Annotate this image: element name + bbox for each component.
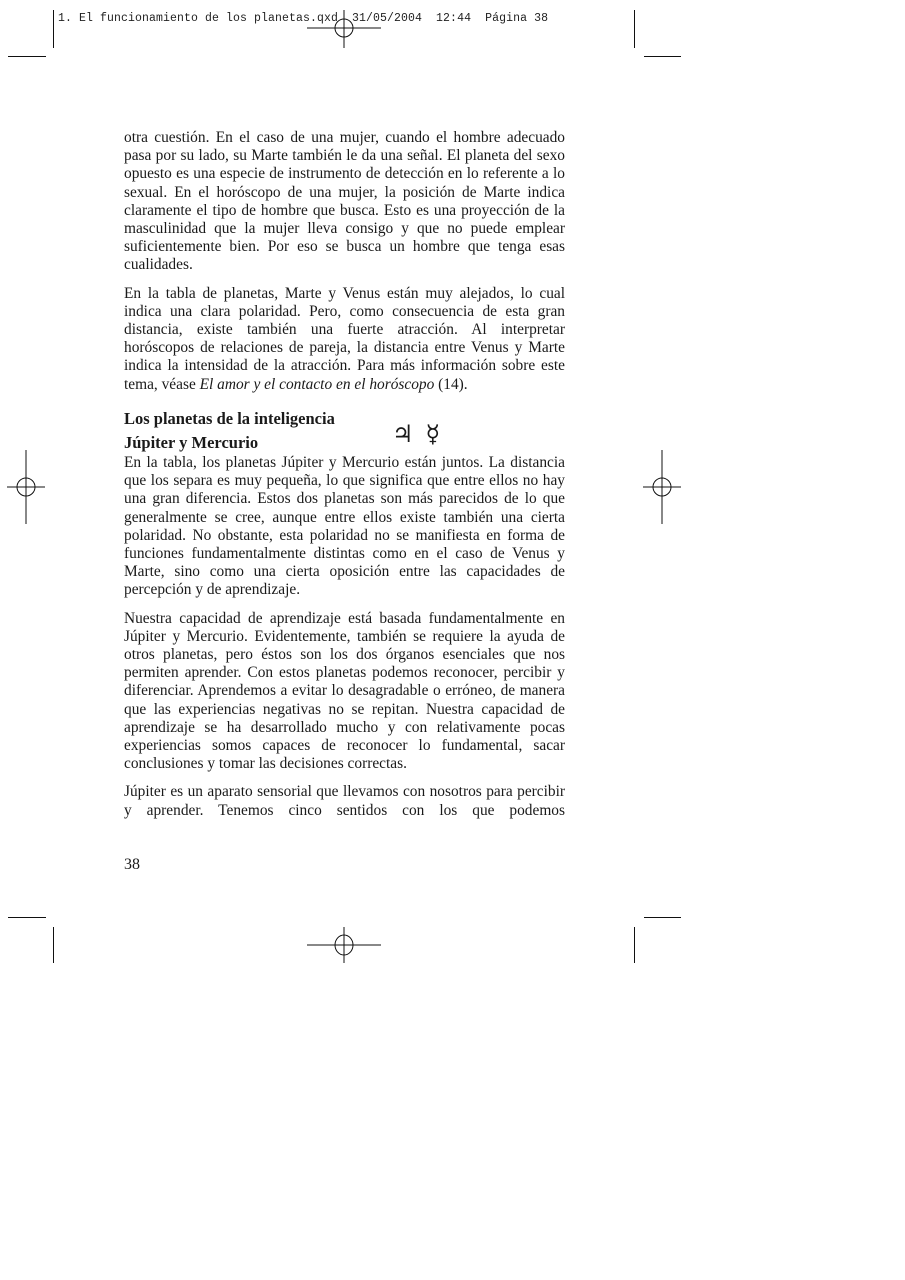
crop-mark (634, 927, 635, 963)
paragraph-1: otra cuestión. En el caso de una mujer, cuando el hombre adecuado pasa por su lado, su Marte también le da una señal. El planeta del sexo opuesto es una especie de instrumento de detección en lo referente a lo sexual. En el horóscopo de una mujer, la posición de Marte indica claramente el tipo de hombre que busca. Esto es una proyección de la masculinidad que la mujer lleva consigo y que no puede emplear suficientemente bien. Por eso se busca un hombre que tenga esas cualidades. (124, 129, 565, 274)
planet-symbols (392, 422, 452, 446)
crop-mark (53, 10, 54, 48)
paragraph-2: En la tabla de planetas, Marte y Venus están muy alejados, lo cual indica una clara polaridad. Pero, como consecuencia de esta gran distancia, existe también una fuerte atracción. Al interpretar horóscopos de relaciones de pareja, la distancia entre Venus y Marte indica la intensidad de la atracción. Para más información sobre este tema, véase El amor y el contacto en el horóscopo (14). (124, 284, 565, 393)
mercury-symbol-icon: ☿ (425, 420, 441, 448)
registration-mark-bottom-icon (305, 927, 383, 965)
subsection-heading: Júpiter y Mercurio (124, 433, 259, 452)
page-number: 38 (124, 856, 140, 873)
paragraph-4: Nuestra capacidad de aprendizaje está basada fundamentalmente en Júpiter y Mercurio. Evidentemente, también se requiere la ayuda de otros planetas, pero éstos son los dos órganos esenciales que nos permiten aprender. Con estos planetas podemos reconocer, percibir y diferenciar. Aprendemos a evitar lo desagradable o erróneo, de manera que las experiencias negativas no se repitan. Nuestra capacidad de aprendizaje se ha desarrollado mucho y con relativamente pocas experiencias somos capaces de reconocer lo fundamental, sacar conclusiones y tomar las decisiones correctas. (124, 609, 565, 773)
crop-mark (644, 917, 681, 918)
body-text-bottom (124, 454, 565, 820)
print-slug-line: 1. El funcionamiento de los planetas.qxd 31/05/2004 12:44 Página 38 (58, 12, 549, 25)
crop-mark (634, 10, 635, 48)
crop-mark (53, 927, 54, 963)
paragraph-5: Júpiter es un aparato sensorial que llevamos con nosotros para percibir y aprender. Tenemos cinco sentidos con los que podemos (124, 783, 565, 819)
jupiter-symbol-icon: ♃ (392, 420, 414, 448)
book-title-reference: El amor y el contacto en el horóscopo (199, 375, 435, 393)
registration-mark-top-icon (305, 10, 383, 50)
registration-mark-right-icon (642, 449, 682, 525)
crop-mark (8, 917, 46, 918)
crop-mark (8, 56, 46, 57)
body-text-top (124, 129, 565, 394)
registration-mark-left-icon (6, 449, 46, 525)
section-heading: Los planetas de la inteligencia (124, 409, 335, 428)
crop-mark (644, 56, 681, 57)
paragraph-3: En la tabla, los planetas Júpiter y Mercurio están juntos. La distancia que los separa es muy pequeña, lo que significa que entre ellos no hay una gran diferencia. Estos dos planetas son más parecidos de lo que generalmente se cree, aunque entre ellos existe también una cierta polaridad. No obstante, esta polaridad no se manifiesta en forma de funciones fundamentalmente distintas como en el caso de Venus y Marte, sino como una cierta oposición entre las capacidades de percepción y de aprendizaje. (124, 454, 565, 599)
